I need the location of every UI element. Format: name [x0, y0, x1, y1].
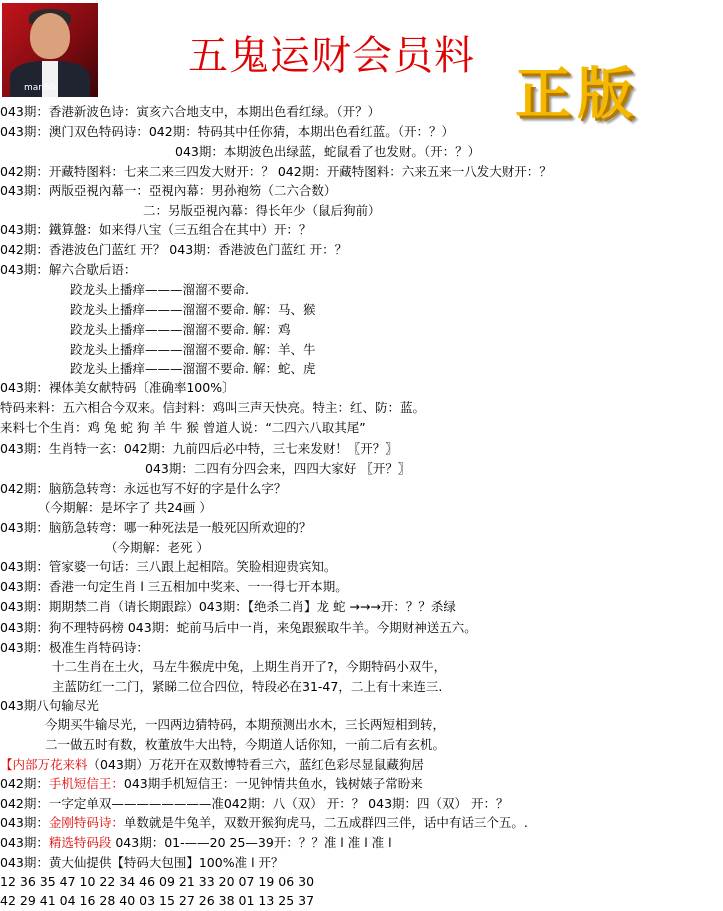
text-line: 042期：一字定单双————————准042期：八（双） 开：？ 043期：四（双） 开：？: [0, 796, 509, 811]
text-line: 043期：二四有分四会来，四四大家好 〖开？〗: [145, 461, 411, 476]
highlighted-text: 【内部万花来料: [0, 757, 88, 772]
text-line: 【内部万花来料（043期）万花开在双数博特看三六，蓝红色彩尽显鼠藏狗居: [0, 757, 424, 772]
text-line: 043期：金刚特码诗：单数就是牛兔羊，双数开猴狗虎马，二五成群四三伴，话中有话三个五。.: [0, 815, 528, 830]
text-line: （今期解：老死 ）: [105, 540, 209, 555]
text-line: 跤龙头上播痒———溜溜不要命. 解：羊、牛: [70, 342, 316, 357]
text-line: 043期：脑筋急转弯：哪一种死法是一般死囚所欢迎的？: [0, 520, 312, 535]
text-line: 043期：香港新波色诗：寅亥六合地支中，本期出色看红绿。（开？）: [0, 104, 381, 119]
highlighted-text: 金刚特码诗：: [48, 815, 124, 830]
text-line: 043期：两版亞視內幕一：亞視內幕：男孙袍笏（二六合数）: [0, 183, 337, 198]
text-line: 043期：裸体美女献特码〔准确率100%〕: [0, 380, 235, 395]
text-line: 043期：管家婆一句话：三八跟上起相陪。笑脸相迎贵宾知。: [0, 559, 337, 574]
text-line: 特码来料：五六相合今双来。信封料：鸡叫三声天快亮。特主：红、防：蓝。: [0, 400, 426, 415]
text-line: 043期：本期波色出绿蓝，蛇鼠看了也发财。（开：？）: [175, 144, 481, 159]
text-line: 043期：解六合歇后语：: [0, 262, 137, 277]
highlighted-text: 精选特码段: [48, 835, 112, 850]
text-line: 来料七个生肖：鸡 兔 蛇 狗 羊 牛 猴 曾道人说：“二四六八取其尾”: [0, 420, 366, 435]
text-line: 043期：黄大仙提供【特码大包围】100%准 l 开？: [0, 855, 284, 870]
number-row: 42 29 41 04 16 28 40 03 15 27 26 38 01 13 25 37: [0, 893, 315, 908]
text-line: （今期解：是坏字了 共24画 ）: [38, 500, 212, 515]
text-line: 042期：脑筋急转弯：永远也写不好的字是什么字？: [0, 481, 287, 496]
text-line: 跤龙头上播痒———溜溜不要命. 解：马、猴: [70, 302, 316, 317]
text-line: 042期：香港波色门蓝红 开？ 043期：香港波色门蓝红 开：？: [0, 242, 348, 257]
text-line: 042期：手机短信王：043期手机短信王：一见钟情共鱼水，钱树婊子常盼来: [0, 776, 423, 791]
text-line: 跤龙头上播痒———溜溜不要命. 解：鸡: [70, 322, 291, 337]
portrait-photo: [2, 3, 98, 97]
text-line: 043期：鐵算盤：如来得八宝（三五组合在其中）开：？: [0, 222, 312, 237]
number-row: 12 36 35 47 10 22 34 46 09 21 33 20 07 19 06 30: [0, 874, 315, 889]
text-line: 十二生肖在土火，马左牛猴虎中兔，上期生肖开了?，今期特码小双牛，: [52, 659, 447, 674]
page-title: 五鬼运财会员料: [188, 33, 475, 79]
text-line: 043期：澳门双色特码诗：042期：特码其中任你猜，本期出色看红蓝。（开：？）: [0, 124, 454, 139]
text-line: 043期：期期禁二肖（请长期跟踪）043期：【绝杀二肖】龙 蛇 →→→开：？？杀绿: [0, 599, 456, 614]
text-line: 主蓝防红一二门，紧睇二位合四位，特段必在31-47，二上有十来连三.: [52, 679, 443, 694]
text-line: 跤龙头上播痒———溜溜不要命. 解：蛇、虎: [70, 361, 316, 376]
text-line: 043期：狗不理特码榜 043期：蛇前马后中一肖，来兔跟猴取牛羊。今期财神送五六。: [0, 620, 477, 635]
text-line: 043期：极准生肖特码诗：: [0, 640, 149, 655]
text-line: 今期买牛输尽光，一四两边猜特码，本期预测出水木，三长两短相到转，: [45, 717, 446, 732]
portrait-face: [30, 13, 70, 59]
text-line: 二：另版亞視內幕：得长年少（鼠后狗前）: [143, 203, 381, 218]
text-line: 二一做五时有数，枚董放牛大出特，今期道人话你知，一前二后有玄机。: [45, 737, 446, 752]
text-line: 042期：开藏特图料：七来二来三四发大财开：？ 042期：开藏特图料：六来五来一八发大财开：？: [0, 164, 552, 179]
text-line: 043期八句输尽光: [0, 698, 99, 713]
text-line: 跤龙头上播痒———溜溜不要命.: [70, 282, 249, 297]
highlighted-text: 手机短信王：: [48, 776, 124, 791]
text-line: 043期：精选特码段 043期：01-——20 25—39开：？？准 l 准 l 准 l: [0, 835, 392, 850]
text-line: 043期：生肖特一玄：042期：九前四后必中特，三七来发财！〖开？〗: [0, 441, 398, 456]
text-line: 043期：香港一句定生肖 l 三五相加中奖来、一一得七开本期。: [0, 579, 348, 594]
edition-badge: 正版: [515, 62, 639, 127]
photo-watermark: manSix: [24, 83, 58, 93]
